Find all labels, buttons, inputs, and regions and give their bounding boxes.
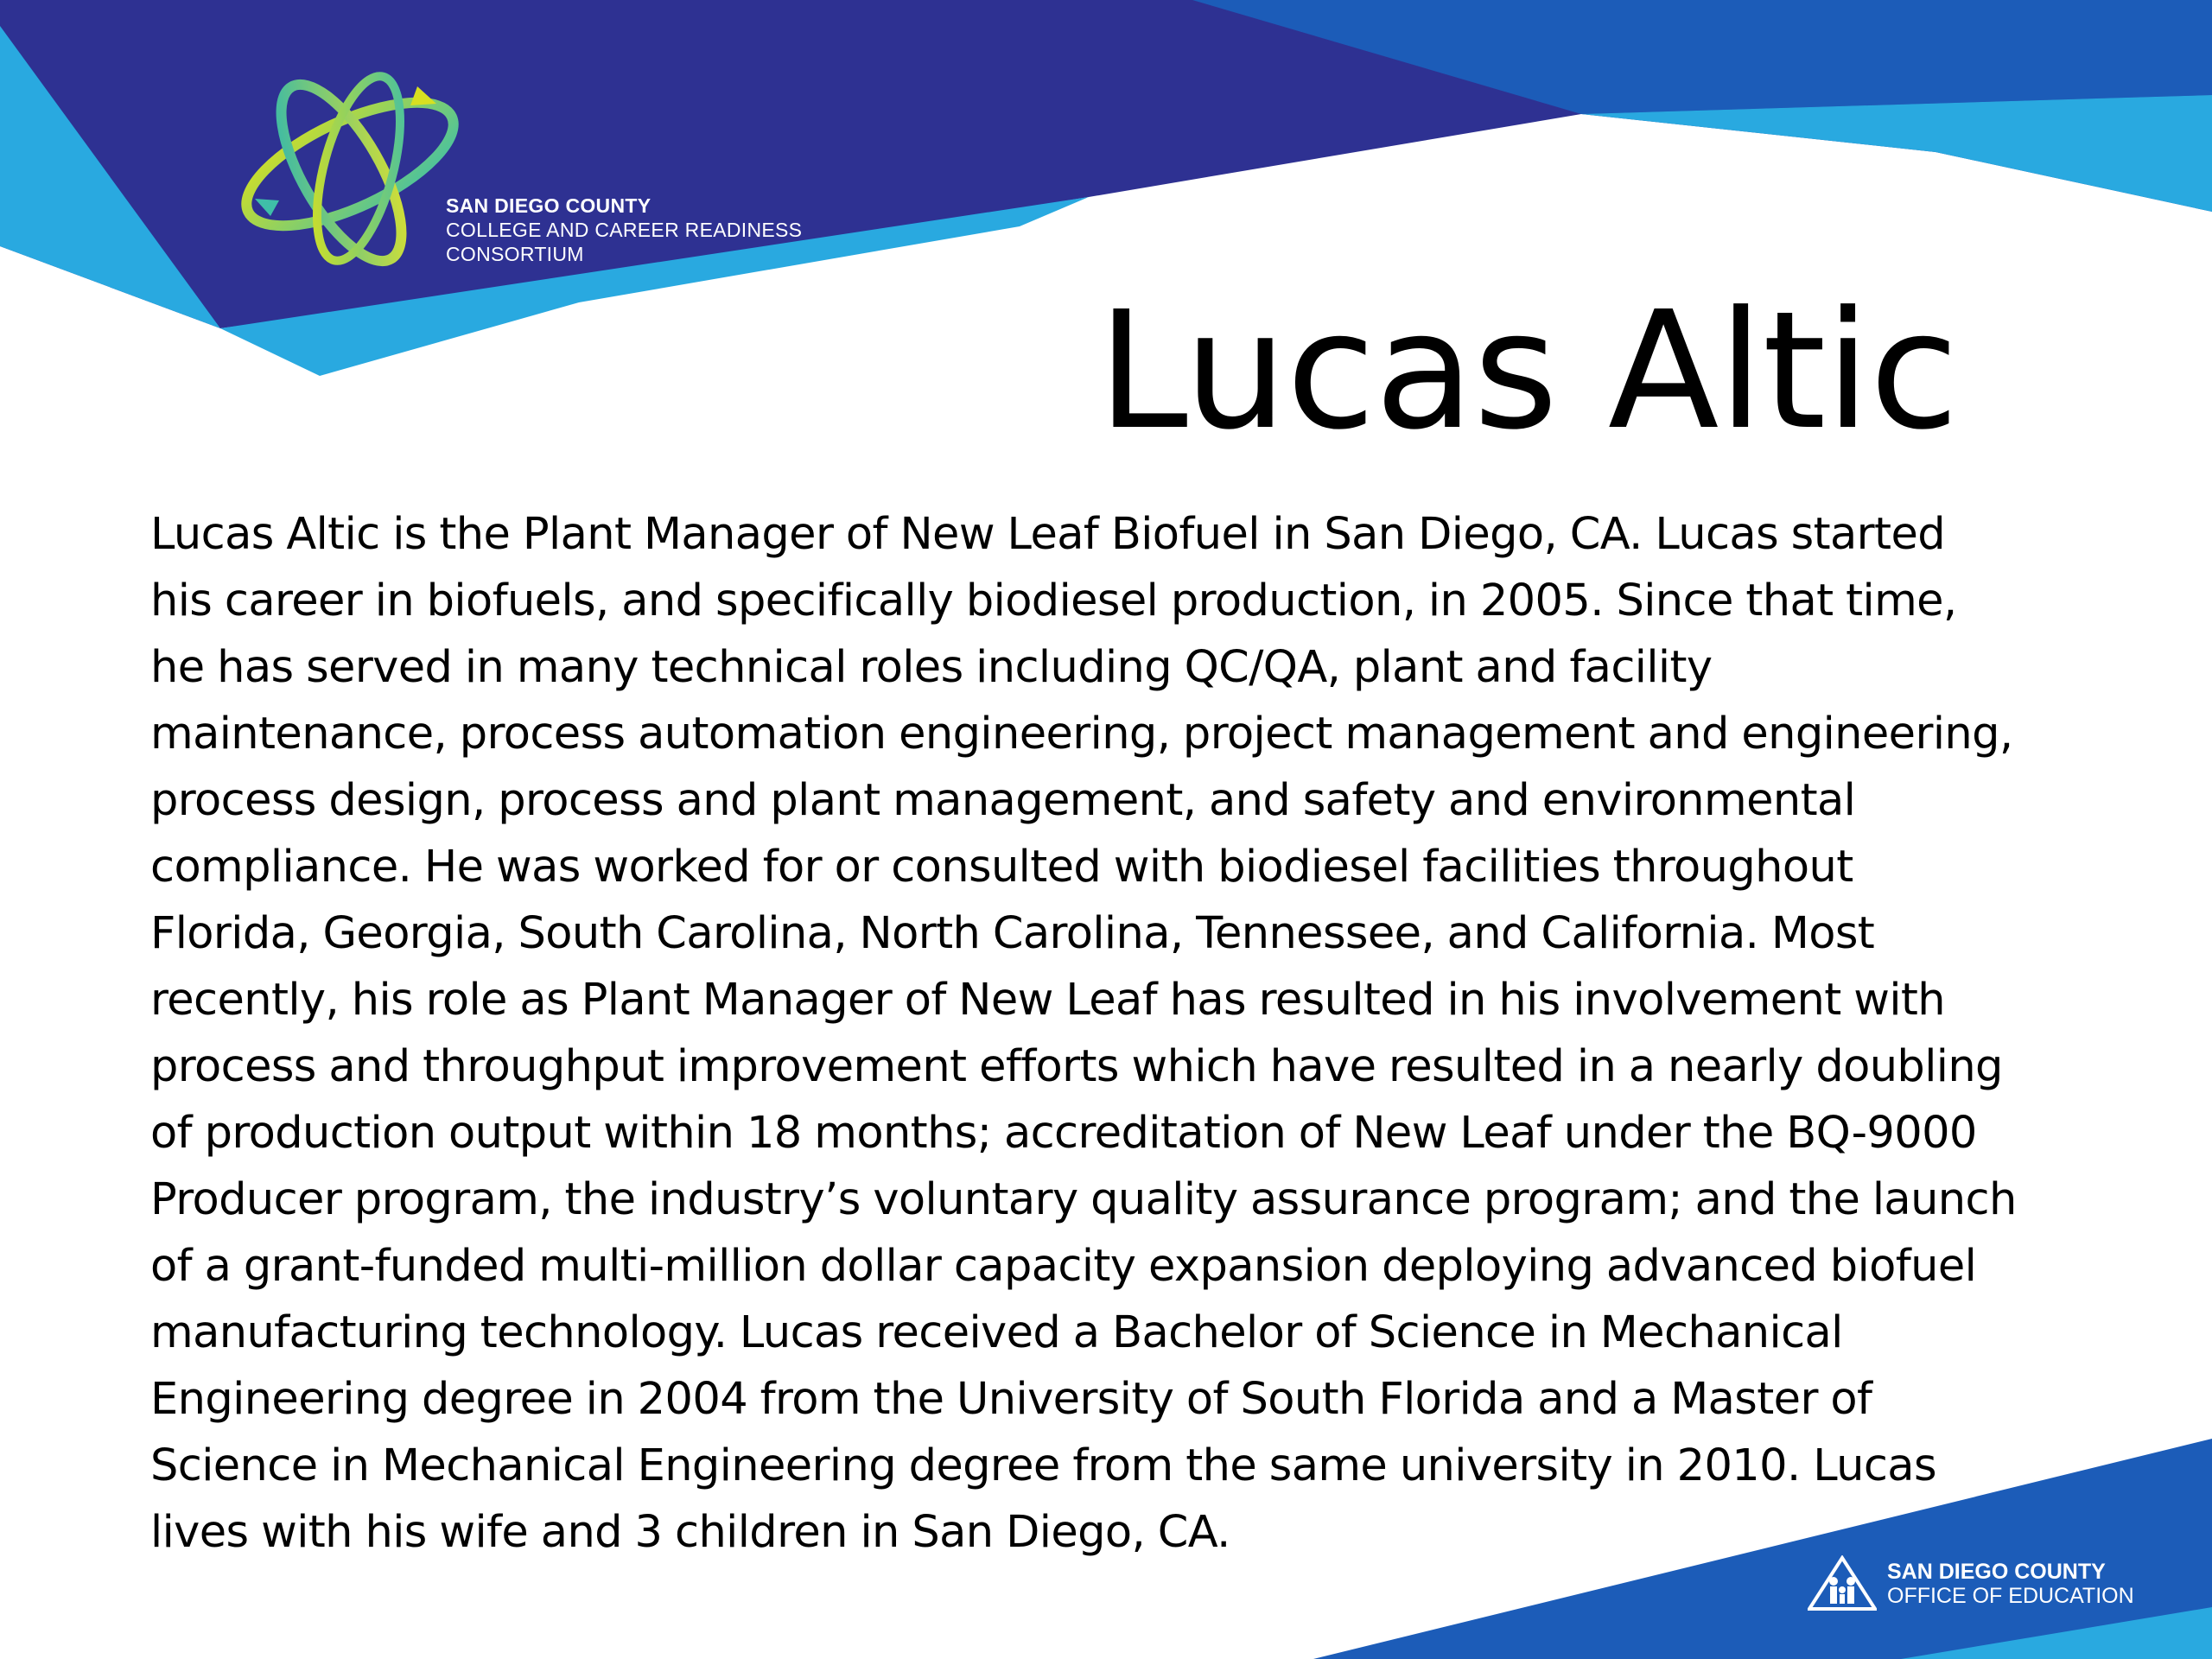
family-house-logo-icon	[1808, 1555, 1877, 1612]
atom-orbit-logo-icon	[229, 52, 471, 276]
sdcoe-name-line2: OFFICE OF EDUCATION	[1887, 1584, 2134, 1608]
consortium-name-line2: COLLEGE AND CAREER READINESS	[446, 219, 803, 241]
sdcoe-name-line1: SAN DIEGO COUNTY	[1887, 1560, 2106, 1584]
top-banner-sky-right	[1581, 95, 2212, 212]
bio-paragraph: Lucas Altic is the Plant Manager of New Leaf Biofuel in San Diego, CA. Lucas started his career in biofuels, and specifically biodiesel production, in 2005. Since that time, he has served in many technical roles including QC/QA, plant and facility maintenance, process automation engineering, project management and engineering, process design, process and plant management, and safety and environmental compliance. He was worked for or consulted with biodiesel facilities throughout Florida, Georgia, South Carolina, North Carolina, Tennessee, and California. Most recently, his role as Plant Manager of New Leaf has resulted in his involvement with process and throughput improvement efforts which have resulted in a nearly doubling of production output within 18 months; accreditation of New Leaf under the BQ-9000 Producer program, the industry’s voluntary quality assurance program; and the launch of a grant-funded multi-million dollar capacity expansion deploying advanced biofuel manufacturing technology. Lucas received a Bachelor of Science in Mechanical Engineering degree in 2004 from the University of South Florida and a Master of Science in Mechanical Engineering degree from the same university in 2010. Lucas lives with his wife and 3 children in San Diego, CA.	[150, 509, 2017, 1558]
consortium-name	[446, 194, 802, 266]
sdcoe-name	[1887, 1560, 2134, 1608]
sdcoe-logo	[1808, 1555, 2134, 1612]
consortium-name-line1: SAN DIEGO COUNTY	[446, 194, 652, 217]
consortium-name-line3: CONSORTIUM	[446, 243, 584, 265]
slide-title: Lucas Altic	[1097, 276, 1959, 466]
